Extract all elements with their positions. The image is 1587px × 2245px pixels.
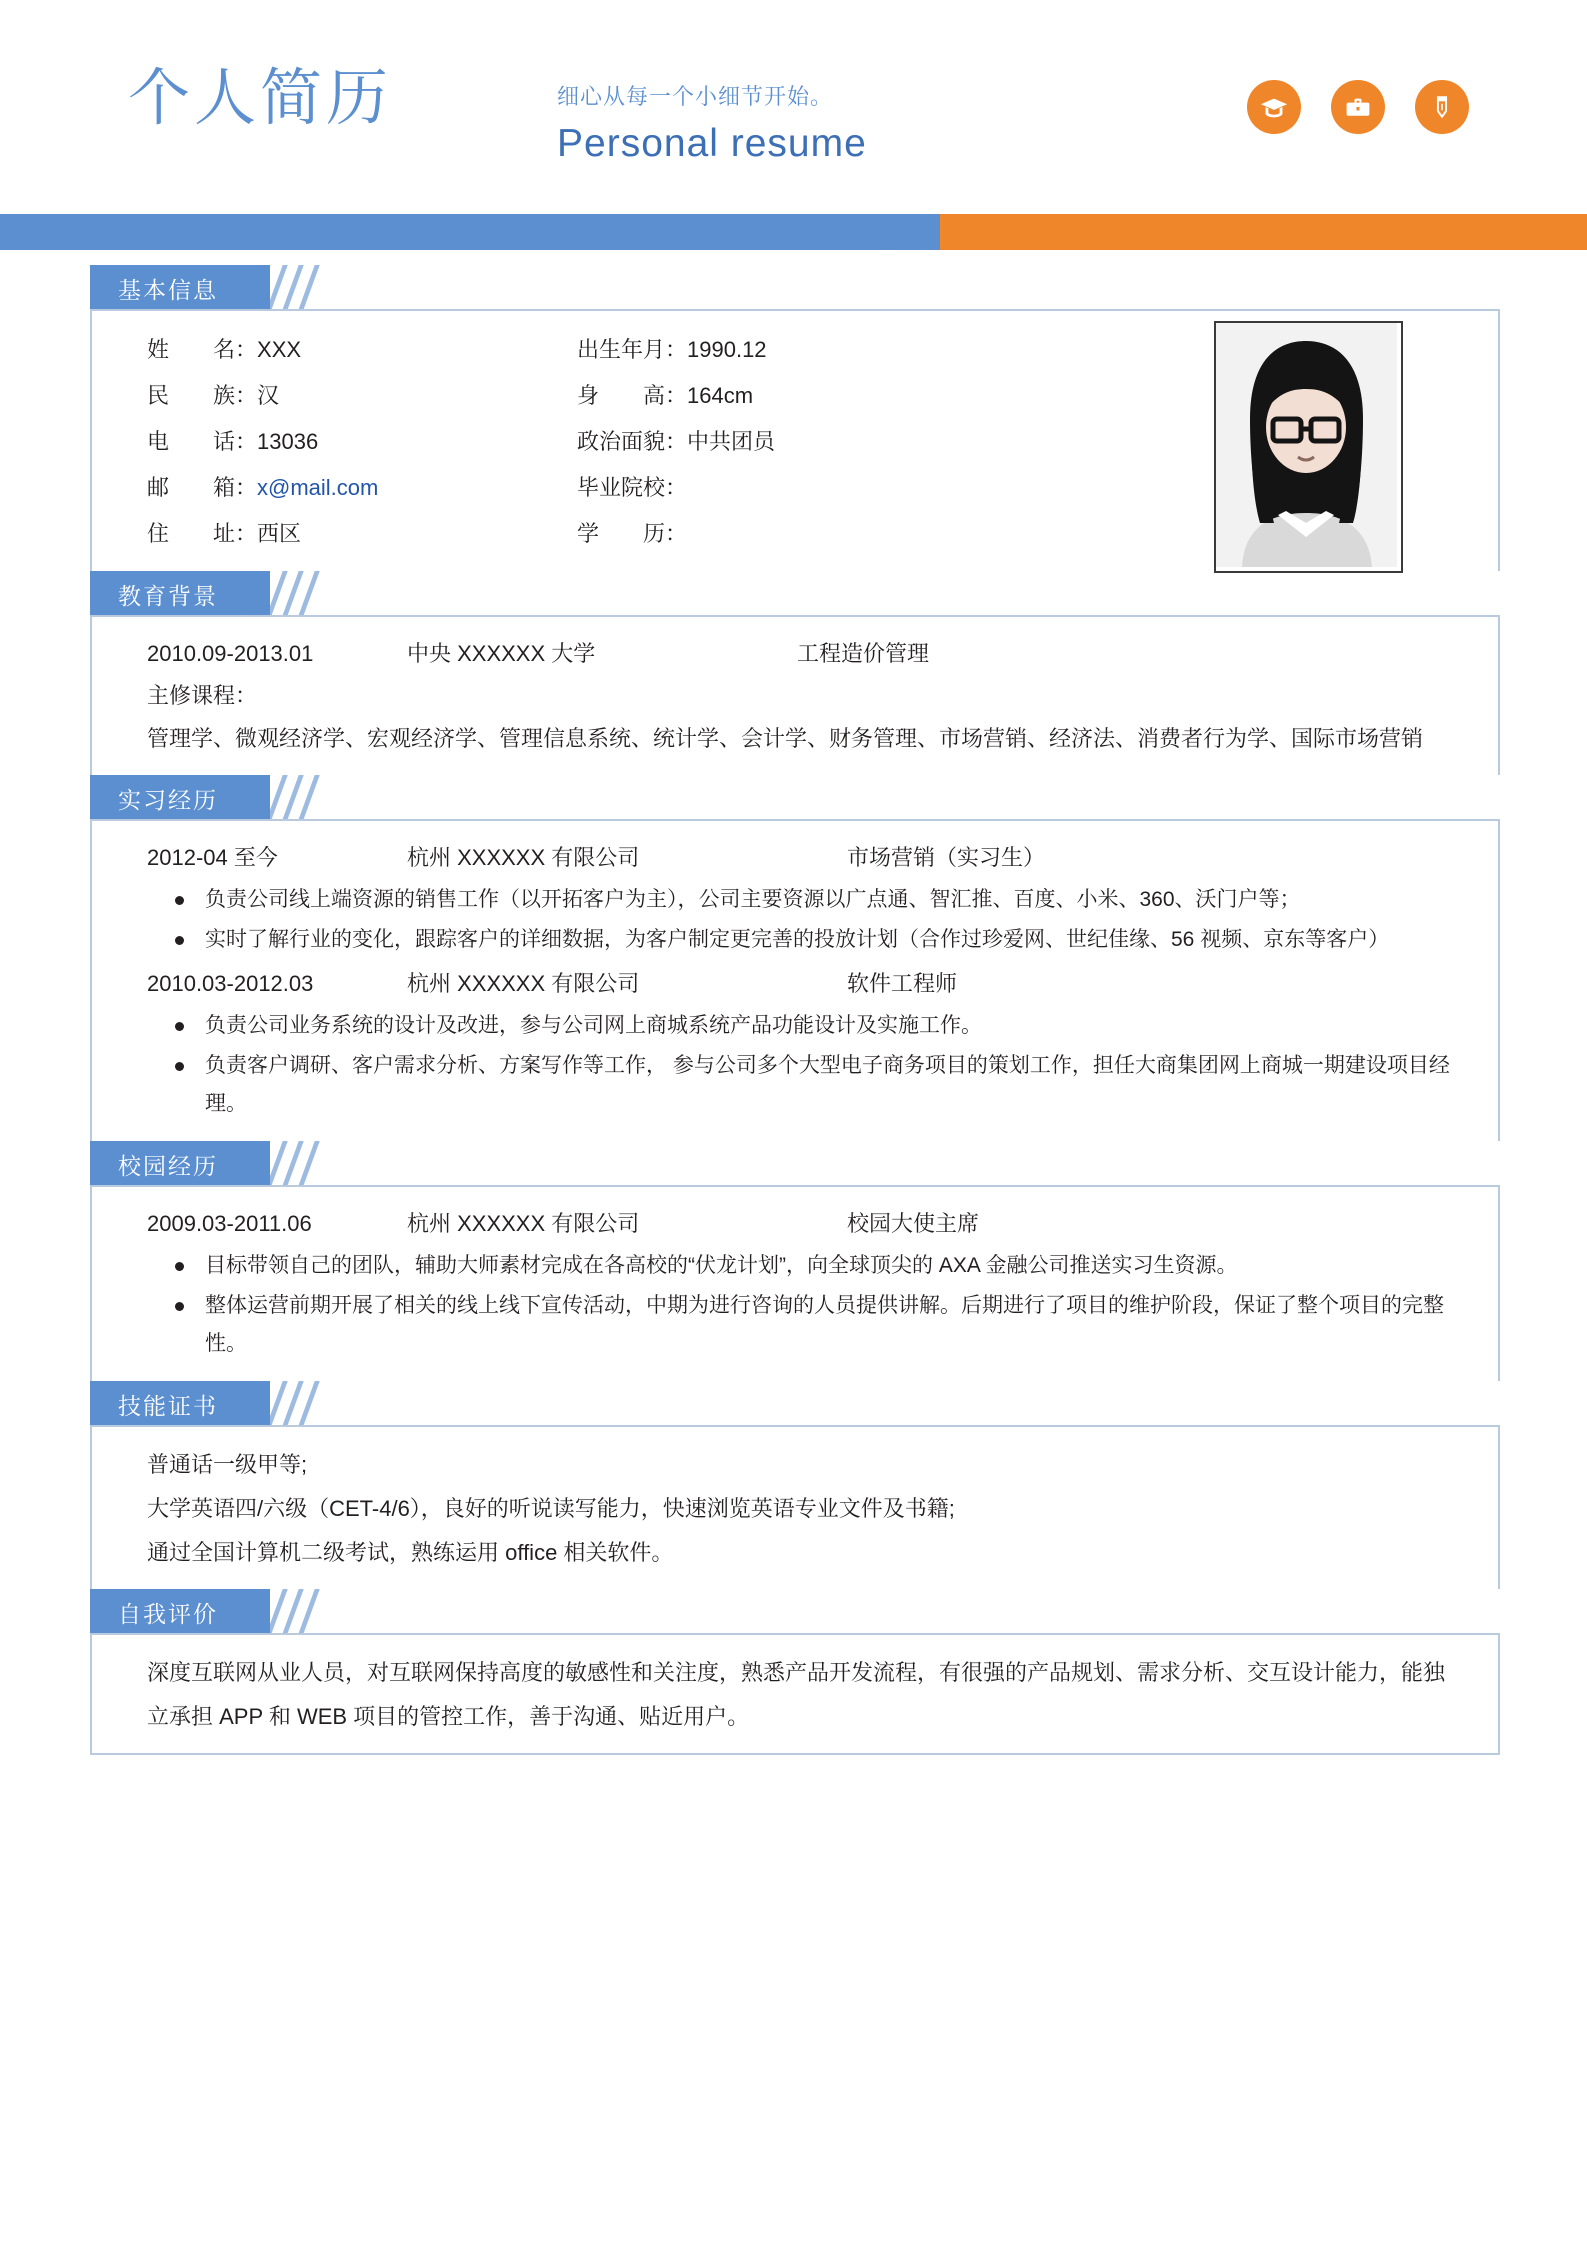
basic-right-value-0: 1990.12 — [687, 337, 767, 362]
banner-blue-bar — [0, 214, 940, 250]
resume-header — [0, 0, 1587, 218]
section-stripes — [270, 265, 332, 311]
basic-right-label-3: 毕业院校： — [577, 475, 688, 500]
campus-bullets — [147, 1247, 1458, 1363]
section-education — [0, 571, 1587, 775]
basic-left-label-1: 民 族： — [147, 383, 258, 408]
section-title-skills: 技能证书 — [118, 1392, 218, 1419]
section-basic-info — [0, 265, 1587, 571]
section-campus — [0, 1141, 1587, 1381]
basic-right-label-2: 政治面貌： — [577, 429, 688, 454]
page-title-cn: 个人简历 — [128, 64, 393, 133]
self-evaluation-text: 深度互联网从业人员，对互联网保持高度的敏感性和关注度，熟悉产品开发流程，有很强的产品规划、需求分析、交互设计能力，能独立承担 APP 和 WEB 项目的管控工作，善于沟通、贴近用户。 — [147, 1660, 1446, 1729]
list-item: 实时了解行业的变化，跟踪客户的详细数据，为客户制定更完善的投放计划（合作过珍爱网、世纪佳缘、56 视频、京东等客户） — [147, 921, 1458, 959]
list-item: 负责公司线上端资源的销售工作（以开拓客户为主），公司主要资源以广点通、智汇推、百度、小米、360、沃门户等； — [147, 881, 1458, 919]
section-tab-slant — [240, 265, 270, 311]
skills-line: 通过全国计算机二级考试，熟练运用 office 相关软件。 — [147, 1540, 674, 1565]
section-body-basic — [90, 311, 1500, 571]
basic-left-value-4: 西区 — [257, 521, 302, 546]
profile-photo — [1214, 321, 1403, 573]
internship-entry — [147, 837, 1458, 959]
campus-entry-header — [147, 1203, 1458, 1245]
internship-company: 杭州 XXXXXX 有限公司 — [407, 845, 640, 870]
section-header-education — [90, 571, 1500, 617]
basic-left-label-4: 住 址： — [147, 521, 258, 546]
section-stripes — [270, 571, 332, 617]
section-body-skills — [90, 1427, 1500, 1589]
section-title-internship: 实习经历 — [118, 786, 218, 813]
section-stripes — [270, 1381, 332, 1427]
education-school: 中央 XXXXXX 大学 — [407, 641, 596, 666]
resume-content — [0, 265, 1587, 1755]
section-tab-slant — [240, 1589, 270, 1635]
education-major: 工程造价管理 — [797, 641, 930, 666]
internship-date: 2010.03-2012.03 — [147, 971, 314, 996]
internship-bullets — [147, 881, 1458, 959]
section-tab-slant — [240, 1381, 270, 1427]
internship-entry — [147, 963, 1458, 1123]
basic-left-label-3: 邮 箱： — [147, 475, 258, 500]
section-body-education — [90, 617, 1500, 775]
section-header-basic — [90, 265, 1500, 311]
internship-entry-header — [147, 963, 1458, 1005]
basic-right-label-0: 出生年月： — [577, 337, 688, 362]
section-header-self — [90, 1589, 1500, 1635]
section-tab-slant — [240, 775, 270, 821]
section-header-skills — [90, 1381, 1500, 1427]
section-title-basic: 基本信息 — [118, 276, 218, 303]
section-skills — [0, 1381, 1587, 1589]
section-tab-slant — [240, 571, 270, 617]
basic-left-label-2: 电 话： — [147, 429, 258, 454]
internship-role: 软件工程师 — [847, 971, 958, 996]
basic-right-label-4: 学 历： — [577, 521, 688, 546]
section-body-campus — [90, 1187, 1500, 1381]
pen-icon — [1415, 80, 1469, 134]
section-self-evaluation — [0, 1589, 1587, 1755]
list-item: 负责公司业务系统的设计及改进，参与公司网上商城系统产品功能设计及实施工作。 — [147, 1007, 1458, 1045]
graduation-cap-icon — [1247, 80, 1301, 134]
education-courses: 管理学、微观经济学、宏观经济学、管理信息系统、统计学、会计学、财务管理、市场营销、经济法、消费者行为学、国际市场营销 — [147, 726, 1424, 751]
campus-date: 2009.03-2011.06 — [147, 1211, 312, 1236]
basic-right-value-1: 164cm — [687, 383, 754, 408]
banner-blue-slant — [880, 214, 926, 250]
section-stripes — [270, 1141, 332, 1187]
skills-line: 大学英语四/六级（CET-4/6），良好的听说读写能力，快速浏览英语专业文件及书籍; — [147, 1496, 955, 1521]
header-banner — [0, 214, 1587, 250]
skills-line: 普通话一级甲等; — [147, 1452, 308, 1477]
section-tab-slant — [240, 1141, 270, 1187]
briefcase-icon — [1331, 80, 1385, 134]
campus-company: 杭州 XXXXXX 有限公司 — [407, 1211, 640, 1236]
internship-company: 杭州 XXXXXX 有限公司 — [407, 971, 640, 996]
section-header-campus — [90, 1141, 1500, 1187]
basic-right-label-1: 身 高： — [577, 383, 688, 408]
list-item: 负责客户调研、客户需求分析、方案写作等工作， 参与公司多个大型电子商务项目的策划工作，担任大商集团网上商城一期建设项目经理。 — [147, 1047, 1458, 1123]
basic-left-value-3: x@mail.com — [257, 475, 379, 500]
basic-left-value-2: 13036 — [257, 429, 319, 454]
page-subtitle-cn: 细心从每一个小细节开始。 — [557, 84, 834, 109]
section-internship — [0, 775, 1587, 1141]
basic-left-value-1: 汉 — [257, 383, 280, 408]
internship-bullets — [147, 1007, 1458, 1123]
education-courses-label: 主修课程： — [147, 683, 258, 708]
page-title-en: Personal resume — [557, 122, 867, 165]
internship-date: 2012-04 至今 — [147, 845, 278, 870]
education-date: 2010.09-2013.01 — [147, 641, 314, 666]
section-stripes — [270, 1589, 332, 1635]
education-entry-header — [147, 633, 1458, 675]
section-stripes — [270, 775, 332, 821]
list-item: 目标带领自己的团队，辅助大师素材完成在各高校的“伏龙计划”，向全球顶尖的 AXA 金融公司推送实习生资源。 — [147, 1247, 1458, 1285]
internship-role: 市场营销（实习生） — [847, 845, 1046, 870]
internship-entry-header — [147, 837, 1458, 879]
basic-left-label-0: 姓 名： — [147, 337, 258, 362]
basic-left-value-0: XXX — [257, 337, 302, 362]
section-title-campus: 校园经历 — [118, 1152, 218, 1179]
section-header-internship — [90, 775, 1500, 821]
section-body-internship — [90, 821, 1500, 1141]
section-title-self: 自我评价 — [118, 1600, 218, 1627]
header-icon-group — [1247, 80, 1469, 134]
list-item: 整体运营前期开展了相关的线上线下宣传活动，中期为进行咨询的人员提供讲解。后期进行了项目的维护阶段，保证了整个项目的完整性。 — [147, 1287, 1458, 1363]
campus-role: 校园大使主席 — [847, 1211, 980, 1236]
section-body-self — [90, 1635, 1500, 1755]
section-title-education: 教育背景 — [118, 582, 218, 609]
basic-right-value-2: 中共团员 — [687, 429, 776, 454]
